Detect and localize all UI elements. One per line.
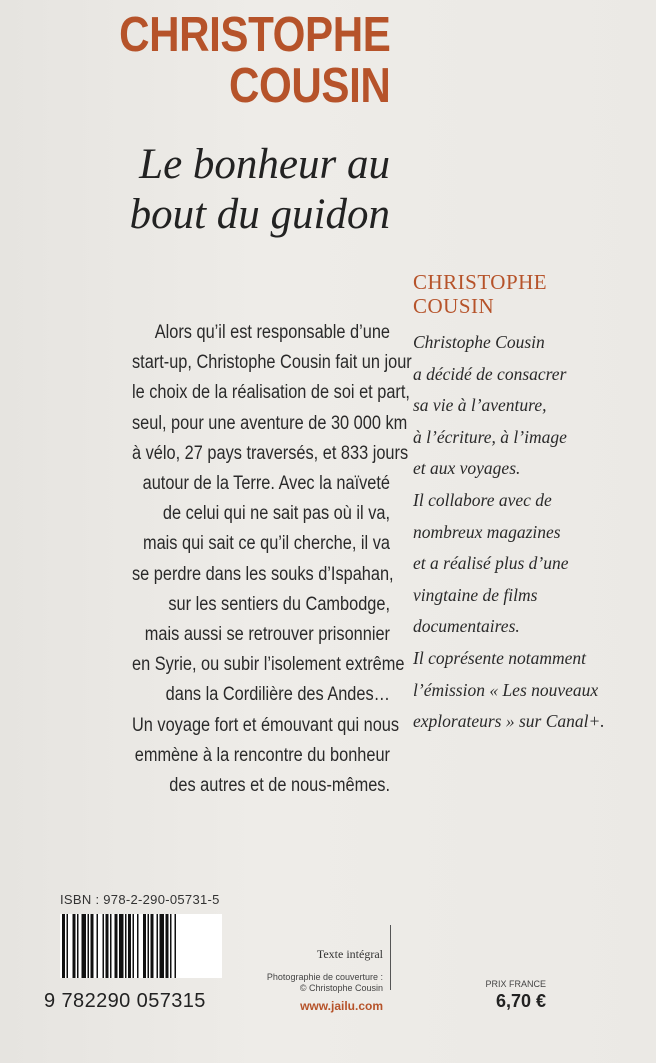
- bio-name-line-2: COUSIN: [413, 294, 495, 318]
- summary-line: de celui qui ne sait pas où il va,: [162, 503, 390, 525]
- bio-line: vingtaine de films: [413, 584, 538, 605]
- author-biography: [413, 327, 605, 738]
- barcode-digit-first: 9: [44, 990, 56, 1012]
- summary-line: sur les sentiers du Cambodge,: [168, 593, 390, 615]
- summary-line: start-up, Christophe Cousin fait un jour: [132, 352, 412, 374]
- bio-line: nombreux magazines: [413, 521, 561, 542]
- summary-line: en Syrie, ou subir l’isolement extrême: [132, 654, 405, 676]
- bio-line: et a réalisé plus d’une: [413, 553, 569, 574]
- summary-line: seul, pour une aventure de 30 000 km: [132, 412, 408, 434]
- price-value: 6,70 €: [495, 991, 546, 1011]
- bio-line: à l’écriture, à l’image: [413, 426, 567, 447]
- summary-line: le choix de la réalisation de soi et part,: [132, 382, 410, 404]
- cover-photo-credit-name: © Christophe Cousin: [299, 983, 383, 993]
- summary-line: Alors qu’il est responsable d’une: [154, 322, 390, 343]
- book-title-line-2: bout du guidon: [129, 191, 390, 238]
- bio-line: et aux voyages.: [413, 458, 521, 479]
- barcode-digit-group-1: 782290: [61, 990, 131, 1012]
- bio-line: documentaires.: [413, 616, 520, 637]
- book-title: [130, 140, 390, 240]
- publisher-website: www.jailu.com: [300, 999, 383, 1013]
- barcode-icon: [60, 914, 222, 978]
- author-first-name: CHRISTOPHE: [118, 8, 390, 62]
- isbn-label: ISBN : 978-2-290-05731-5: [60, 892, 220, 907]
- bio-line: l’émission « Les nouveaux: [413, 679, 599, 700]
- full-text-label: Texte intégral: [316, 947, 383, 961]
- summary-line: se perdre dans les souks d’Ispahan,: [132, 563, 394, 585]
- book-summary: [132, 318, 412, 801]
- publisher-credits: [267, 947, 383, 1013]
- barcode-number: [44, 990, 206, 1013]
- bio-author-name: [413, 270, 547, 318]
- bio-line: Christophe Cousin: [413, 332, 545, 352]
- book-title-line-1: Le bonheur au: [139, 141, 390, 188]
- bio-line: Il coprésente notamment: [413, 647, 587, 668]
- summary-line: autour de la Terre. Avec la naïveté: [142, 473, 390, 495]
- bio-line: a décidé de consacrer: [413, 363, 567, 384]
- bio-line: Il collabore avec de: [413, 489, 552, 510]
- credits-divider: [390, 925, 391, 990]
- summary-line: à vélo, 27 pays traversés, et 833 jours: [132, 442, 409, 464]
- bio-name-line-1: CHRISTOPHE: [413, 270, 548, 294]
- price-label: PRIX FRANCE: [485, 979, 546, 989]
- summary-line: des autres et de nous-mêmes.: [169, 775, 390, 797]
- author-name-heading: [119, 10, 390, 112]
- summary-line: dans la Cordilière des Andes…: [165, 684, 390, 706]
- bio-line: explorateurs » sur Canal+.: [413, 711, 605, 732]
- barcode-digit-group-2: 057315: [136, 990, 206, 1012]
- summary-line: emmène à la rencontre du bonheur: [134, 744, 390, 766]
- author-last-name: COUSIN: [228, 59, 390, 113]
- cover-photo-credit-label: Photographie de couverture :: [266, 972, 383, 982]
- bio-line: sa vie à l’aventure,: [413, 395, 547, 416]
- price-block: [485, 979, 546, 1012]
- summary-line: Un voyage fort et émouvant qui nous: [132, 714, 400, 736]
- summary-line: mais qui sait ce qu’il cherche, il va: [142, 533, 390, 555]
- summary-line: mais aussi se retrouver prisonnier: [144, 624, 390, 646]
